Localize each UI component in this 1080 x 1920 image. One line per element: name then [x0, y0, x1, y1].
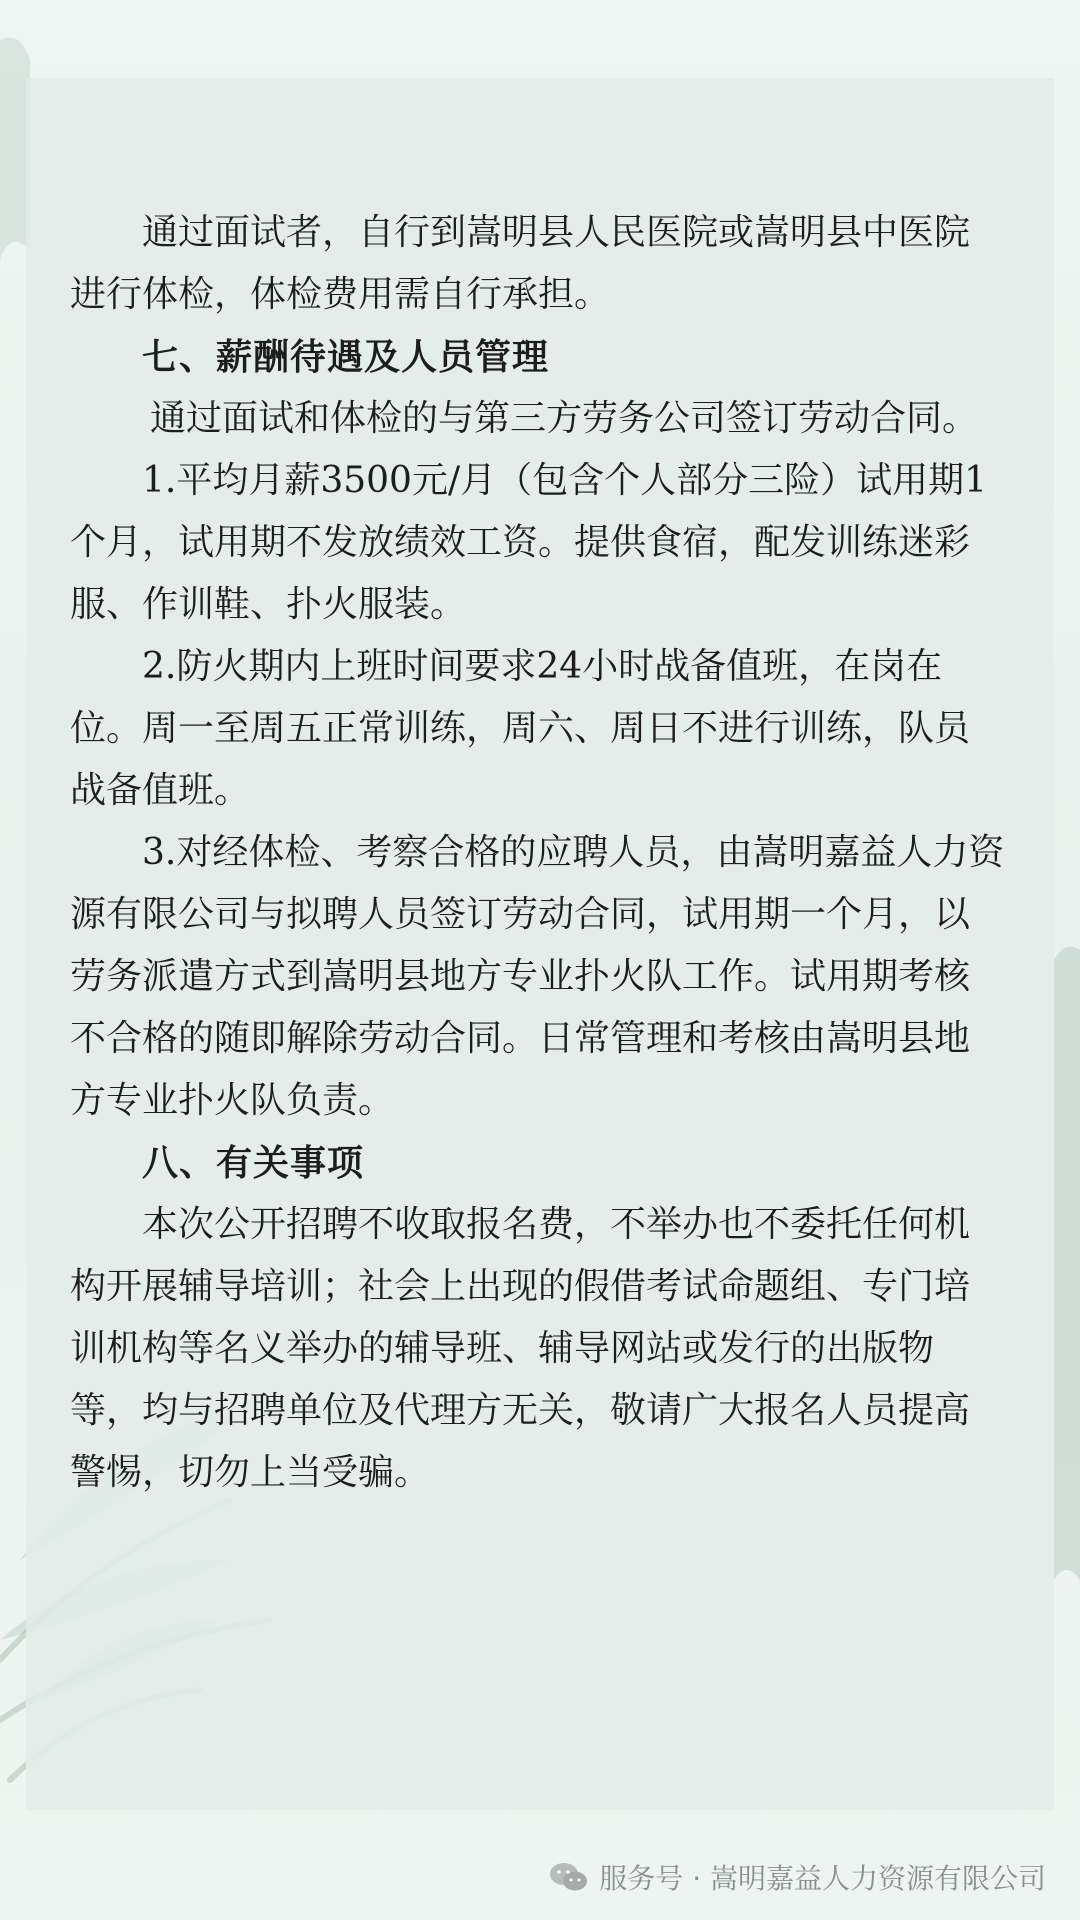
article-paragraph: 通过面试和体检的与第三方劳务公司签订劳动合同。: [150, 398, 979, 439]
section-heading: 八、有关事项: [142, 1142, 365, 1184]
article-paragraph: 2.防火期内上班时间要求24小时战备值班，在岗在位。周一至周五正常训练，周六、周日不进行训练，队员战备值班。: [70, 646, 971, 811]
footer-text: 服务号 · 嵩明嘉益人力资源有限公司: [599, 1862, 1046, 1895]
section-heading: 七、薪酬待遇及人员管理: [142, 336, 550, 378]
article-paragraph: 通过面试者，自行到嵩明县人民医院或嵩明县中医院进行体检，体检费用需自行承担。: [70, 212, 971, 315]
footer-attribution: [0, 1852, 1080, 1902]
wechat-icon: [549, 1861, 589, 1893]
article-body: [70, 202, 1005, 1504]
article-paragraph: 3.对经体检、考察合格的应聘人员，由嵩明嘉益人力资源有限公司与拟聘人员签订劳动合同，试用期一个月，以劳务派遣方式到嵩明县地方专业扑火队工作。试用期考核不合格的随即解除劳动合同。日常管理和考核由嵩明县地方专业扑火队负责。: [70, 832, 1005, 1121]
article-paragraph: 1.平均月薪3500元/月（包含个人部分三险）试用期1个月，试用期不发放绩效工资。提供食宿，配发训练迷彩服、作训鞋、扑火服装。: [70, 460, 987, 625]
article-paragraph: 本次公开招聘不收取报名费，不举办也不委托任何机构开展辅导培训；社会上出现的假借考试命题组、专门培训机构等名义举办的辅导班、辅导网站或发行的出版物等，均与招聘单位及代理方无关，敬请广大报名人员提高警惕，切勿上当受骗。: [70, 1204, 971, 1493]
